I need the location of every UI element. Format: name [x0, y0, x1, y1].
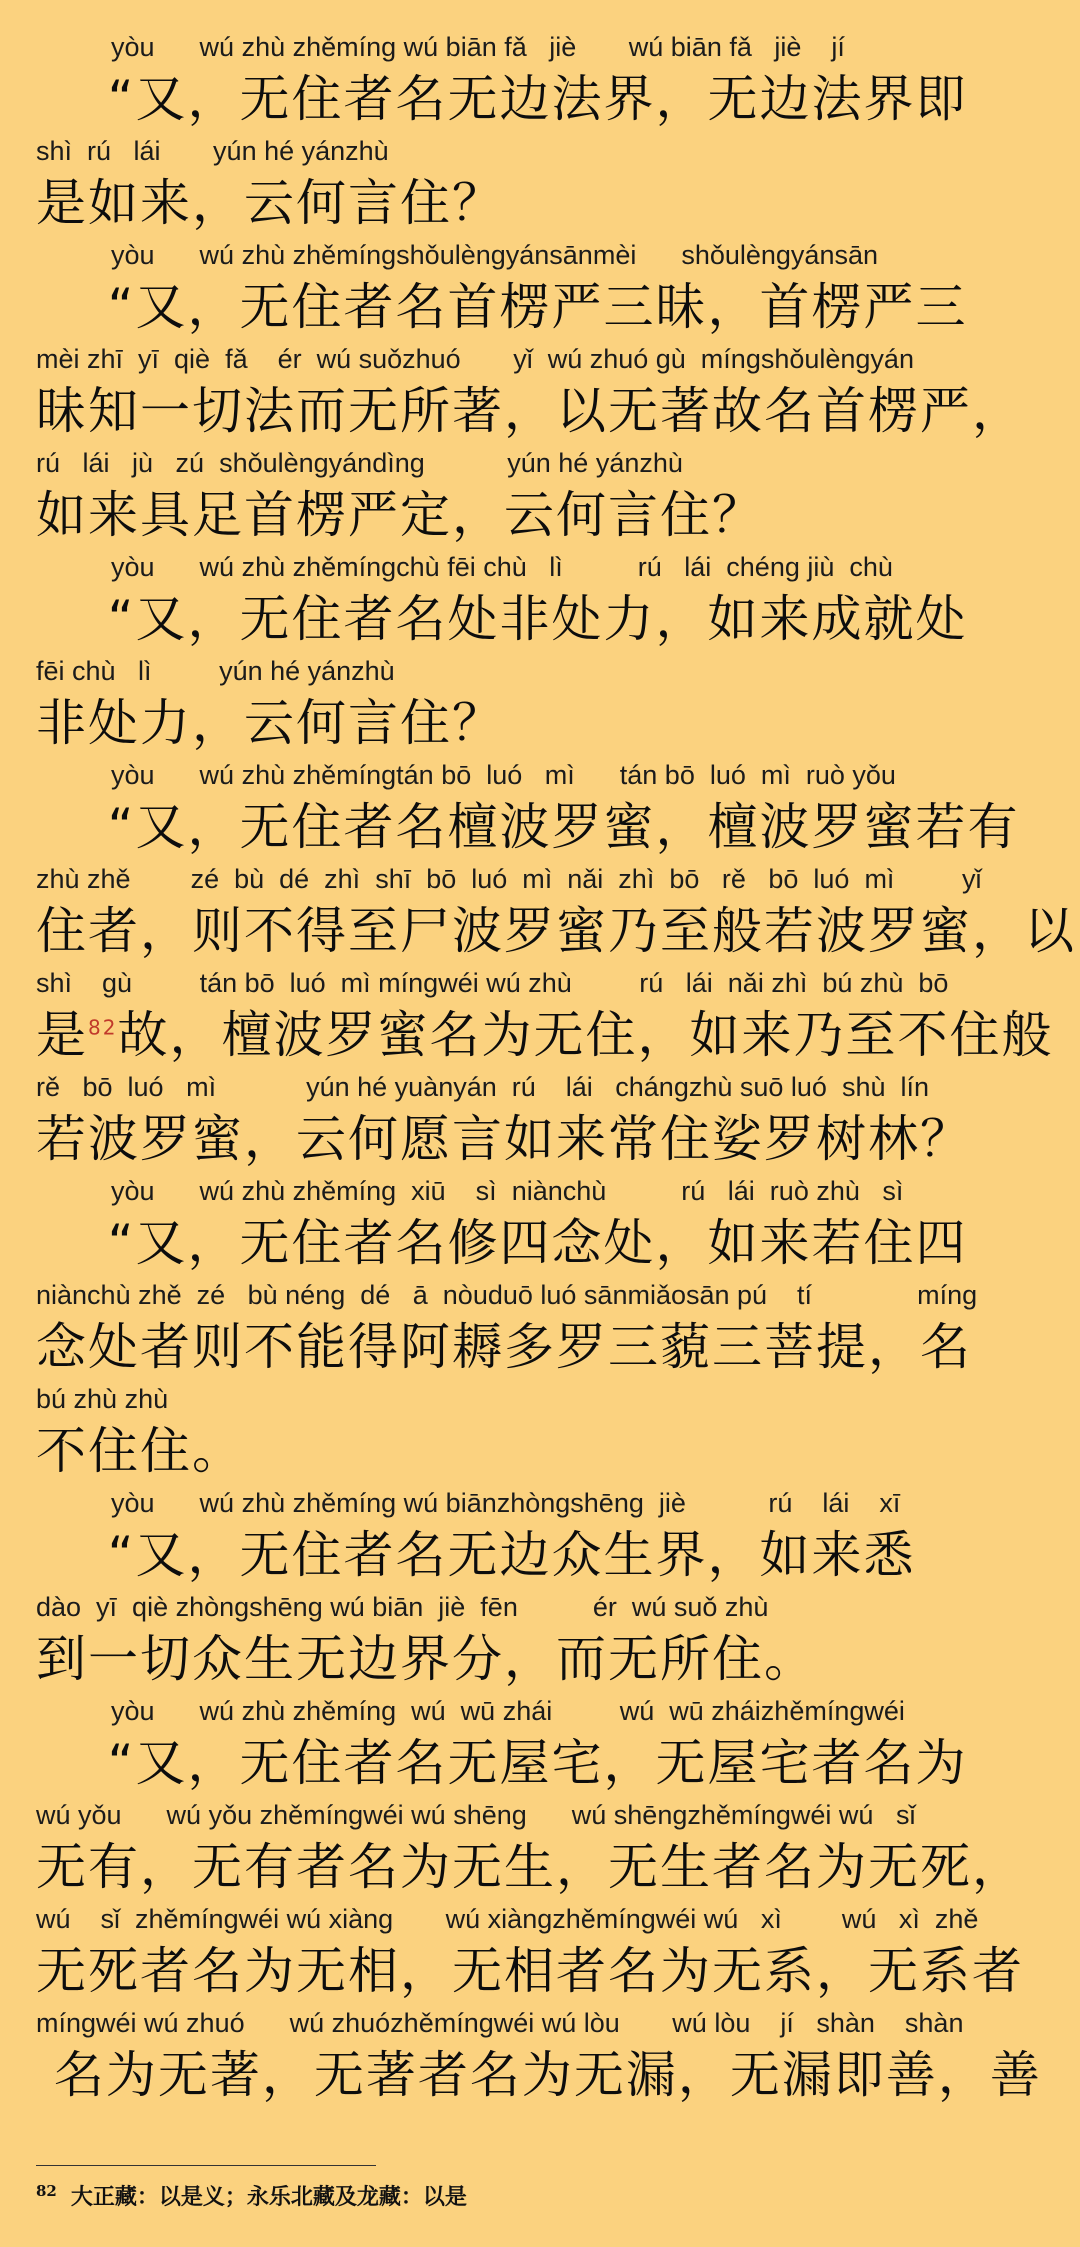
footnote-text: 大正藏：以是义；永乐北藏及龙藏：以是	[70, 2184, 467, 2210]
footnote-divider	[36, 2165, 376, 2166]
hanzi-line: “又，无住者名首楞严三昧，首楞严三	[36, 278, 968, 336]
text-line	[36, 1694, 1046, 1798]
text-line	[36, 862, 1076, 966]
hanzi-line: 若波罗蜜，云何愿言如来常住娑罗树林？	[36, 1110, 972, 1168]
pinyin-line: míngwéi wú zhuó wú zhuózhěmíngwéi wú lòu wú lòu jí shàn shàn	[36, 2008, 964, 2038]
pinyin-line: shì rú lái yún hé yánzhù	[36, 136, 389, 166]
hanzi-line: “又，无住者名檀波罗蜜，檀波罗蜜若有	[36, 798, 1020, 856]
pinyin-line: yòu wú zhù zhěmíngtán bō luó mì tán bō luó mì ruò yǒu	[36, 760, 896, 790]
text-line	[36, 134, 1046, 238]
text-line	[36, 1798, 1046, 1902]
footnote-marker[interactable]: 82	[88, 1015, 118, 1040]
pinyin-line: shì gù tán bō luó mì míngwéi wú zhù rú lái nǎi zhì bú zhù bō	[36, 968, 949, 998]
text-line	[36, 1590, 1046, 1694]
text-line	[36, 1174, 1046, 1278]
pinyin-line: yòu wú zhù zhěmíngchù fēi chù lì rú lái chéng jiù chù	[36, 552, 893, 582]
hanzi-line: 无死者名为无相，无相者名为无系，无系者	[36, 1942, 1024, 2000]
pinyin-line: yòu wú zhù zhěmíng wú wū zhái wú wū zháizhěmíngwéi	[36, 1696, 905, 1726]
pinyin-line: rú lái jù zú shǒulèngyándìng yún hé yánzhù	[36, 448, 683, 478]
text-line	[36, 1486, 1046, 1590]
pinyin-line: niànchù zhě zé bù néng dé ā nòuduō luó sānmiǎosān pú tí míng	[36, 1280, 978, 1310]
hanzi-line: 到一切众生无边界分，而无所住。	[36, 1630, 816, 1688]
text-line	[36, 758, 1046, 862]
pinyin-line: fēi chù lì yún hé yánzhù	[36, 656, 395, 686]
text-line	[36, 2006, 1046, 2110]
pinyin-line: wú sǐ zhěmíngwéi wú xiàng wú xiàngzhěmíngwéi wú xì wú xì zhě	[36, 1904, 979, 1934]
pinyin-line: zhù zhě zé bù dé zhì shī bō luó mì nǎi zhì bō rě bō luó mì yǐ	[36, 864, 982, 894]
text-line	[36, 654, 1046, 758]
hanzi-line: 如来具足首楞严定，云何言住？	[36, 486, 764, 544]
text-line	[36, 1070, 1046, 1174]
hanzi-segment: 故，檀波罗蜜名为无住，如来乃至不住般	[117, 1006, 1054, 1064]
footnote	[36, 2180, 467, 2211]
hanzi-line: 名为无著，无著者名为无漏，无漏即善，善	[36, 2046, 1042, 2104]
text-line	[36, 446, 1046, 550]
hanzi-line	[36, 1004, 1054, 1066]
text-line	[36, 1382, 1046, 1486]
hanzi-line: “又，无住者名无边法界，无边法界即	[36, 70, 968, 128]
hanzi-line: “又，无住者名无屋宅，无屋宅者名为	[36, 1734, 968, 1792]
hanzi-line: 非处力，云何言住？	[36, 694, 504, 752]
hanzi-line: 无有，无有者名为无生，无生者名为无死，	[36, 1838, 1024, 1896]
text-line	[36, 238, 1046, 342]
pinyin-line: wú yǒu wú yǒu zhěmíngwéi wú shēng wú shēngzhěmíngwéi wú sǐ	[36, 1800, 916, 1830]
hanzi-segment: 是	[36, 1006, 88, 1064]
hanzi-line: 住者，则不得至尸波罗蜜乃至般若波罗蜜，以	[36, 902, 1076, 960]
pinyin-line: bú zhù zhù	[36, 1384, 169, 1414]
pinyin-line: dào yī qiè zhòngshēng wú biān jiè fēn ér wú suǒ zhù	[36, 1592, 769, 1622]
hanzi-line: 昧知一切法而无所著，以无著故名首楞严，	[36, 382, 1024, 440]
pinyin-line: rě bō luó mì yún hé yuànyán rú lái chángzhù suō luó shù lín	[36, 1072, 929, 1102]
text-line	[36, 1902, 1046, 2006]
hanzi-line: 念处者则不能得阿耨多罗三藐三菩提，名	[36, 1318, 972, 1376]
text-line	[36, 30, 1046, 134]
hanzi-line: “又，无住者名处非处力，如来成就处	[36, 590, 968, 648]
pinyin-line: yòu wú zhù zhěmíng xiū sì niànchù rú lái ruò zhù sì	[36, 1176, 904, 1206]
pinyin-line: yòu wú zhù zhěmíng wú biān fǎ jiè wú biān fǎ jiè jí	[36, 32, 845, 62]
pinyin-line: mèi zhī yī qiè fǎ ér wú suǒzhuó yǐ wú zhuó gù míngshǒulèngyán	[36, 344, 914, 374]
footnote-number: 82	[36, 2181, 57, 2200]
text-line	[36, 966, 1054, 1070]
pinyin-line: yòu wú zhù zhěmíngshǒulèngyánsānmèi shǒulèngyánsān	[36, 240, 878, 270]
hanzi-line: “又，无住者名修四念处，如来若住四	[36, 1214, 968, 1272]
hanzi-line: “又，无住者名无边众生界，如来悉	[36, 1526, 916, 1584]
pinyin-line: yòu wú zhù zhěmíng wú biānzhòngshēng jiè rú lái xī	[36, 1488, 901, 1518]
text-line	[36, 1278, 1046, 1382]
text-line	[36, 342, 1046, 446]
hanzi-line: 不住住。	[36, 1422, 244, 1480]
text-line	[36, 550, 1046, 654]
hanzi-line: 是如来，云何言住？	[36, 174, 504, 232]
